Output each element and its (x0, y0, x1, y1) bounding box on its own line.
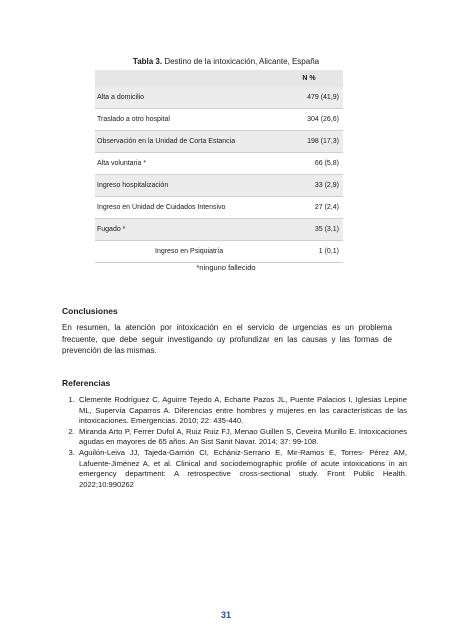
row-value: 1 (0,1) (279, 241, 343, 263)
table-header-row (95, 70, 343, 87)
page-number: 31 (220, 610, 231, 620)
table-row (95, 109, 343, 131)
table-row (95, 175, 343, 197)
row-label: Observación en la Unidad de Corta Estancia (95, 131, 279, 153)
table-footnote: *ninguno fallecido (196, 263, 256, 272)
table-caption (0, 57, 452, 66)
table-row (95, 87, 343, 109)
row-value: 66 (5,8) (279, 153, 343, 175)
table-row (95, 197, 343, 219)
table-row (95, 219, 343, 241)
row-value: 304 (26,6) (279, 109, 343, 131)
intoxication-destination-table (95, 70, 343, 263)
table-row (95, 241, 343, 263)
table-row (95, 153, 343, 175)
table-caption-text: Destino de la intoxicación, Alicante, España (162, 57, 320, 66)
row-label: Ingreso en Unidad de Cuidados Intensivo (95, 197, 279, 219)
table-header-n-percent: N % (279, 70, 343, 87)
references-list (62, 395, 407, 490)
row-value: 35 (3,1) (279, 219, 343, 241)
row-value: 27 (2,4) (279, 197, 343, 219)
row-label: Ingreso en Psiquiatría (95, 241, 279, 263)
row-value: 198 (17,3) (279, 131, 343, 153)
row-label: Fugado * (95, 219, 279, 241)
conclusiones-paragraph: En resumen, la atención por intoxicación en el servicio de urgencias es un problema frecuente, que debe seguir investigando uy profundizar en las causas y las formas de prevención de las mismas. (62, 323, 392, 355)
referencias-heading: Referencias (62, 378, 111, 388)
row-value: 479 (41,9) (279, 87, 343, 109)
row-value: 33 (2,9) (279, 175, 343, 197)
row-label: Alta voluntaria * (95, 153, 279, 175)
row-label: Alta a domicilio (95, 87, 279, 109)
table-caption-label: Tabla 3. (132, 57, 163, 66)
reference-item: 1. Clemente Rodríguez C, Aguirre Tejedo A, Echarte Pazos JL, Puente Palacios I, Iglesias Lepine ML, Supervía Caparros A. Diferencias entre hombres y mujeres en las características de las intoxicaciones. Emergencias. 2010; 22: 435-440. (77, 395, 407, 427)
conclusiones-heading: Conclusiones (62, 306, 118, 316)
row-label: Ingreso hospitalización (95, 175, 279, 197)
row-label: Traslado a otro hospital (95, 109, 279, 131)
table-row (95, 131, 343, 153)
reference-item: 2. Miranda Arto P, Ferrer Dufol A, Ruiz Ruiz FJ, Menao Guillen S, Ceveira Murillo E. Intoxicaciones agudas en mayores de 65 años. An Sist Sanit Navar. 2014; 37: 99-108. (77, 427, 407, 448)
reference-item: 3. Aguilón-Leiva JJ, Tajeda-Garrión CI, Echániz-Serrano E, Mir-Ramos E, Torres- Pérez AM, Lafuente-Jiménez A, et al. Clinical and sociodemographic profile of acute intoxications in an emergency department: A retrospective cross-sectional study. Front Public Health. 2022;10:990262 (77, 448, 407, 490)
